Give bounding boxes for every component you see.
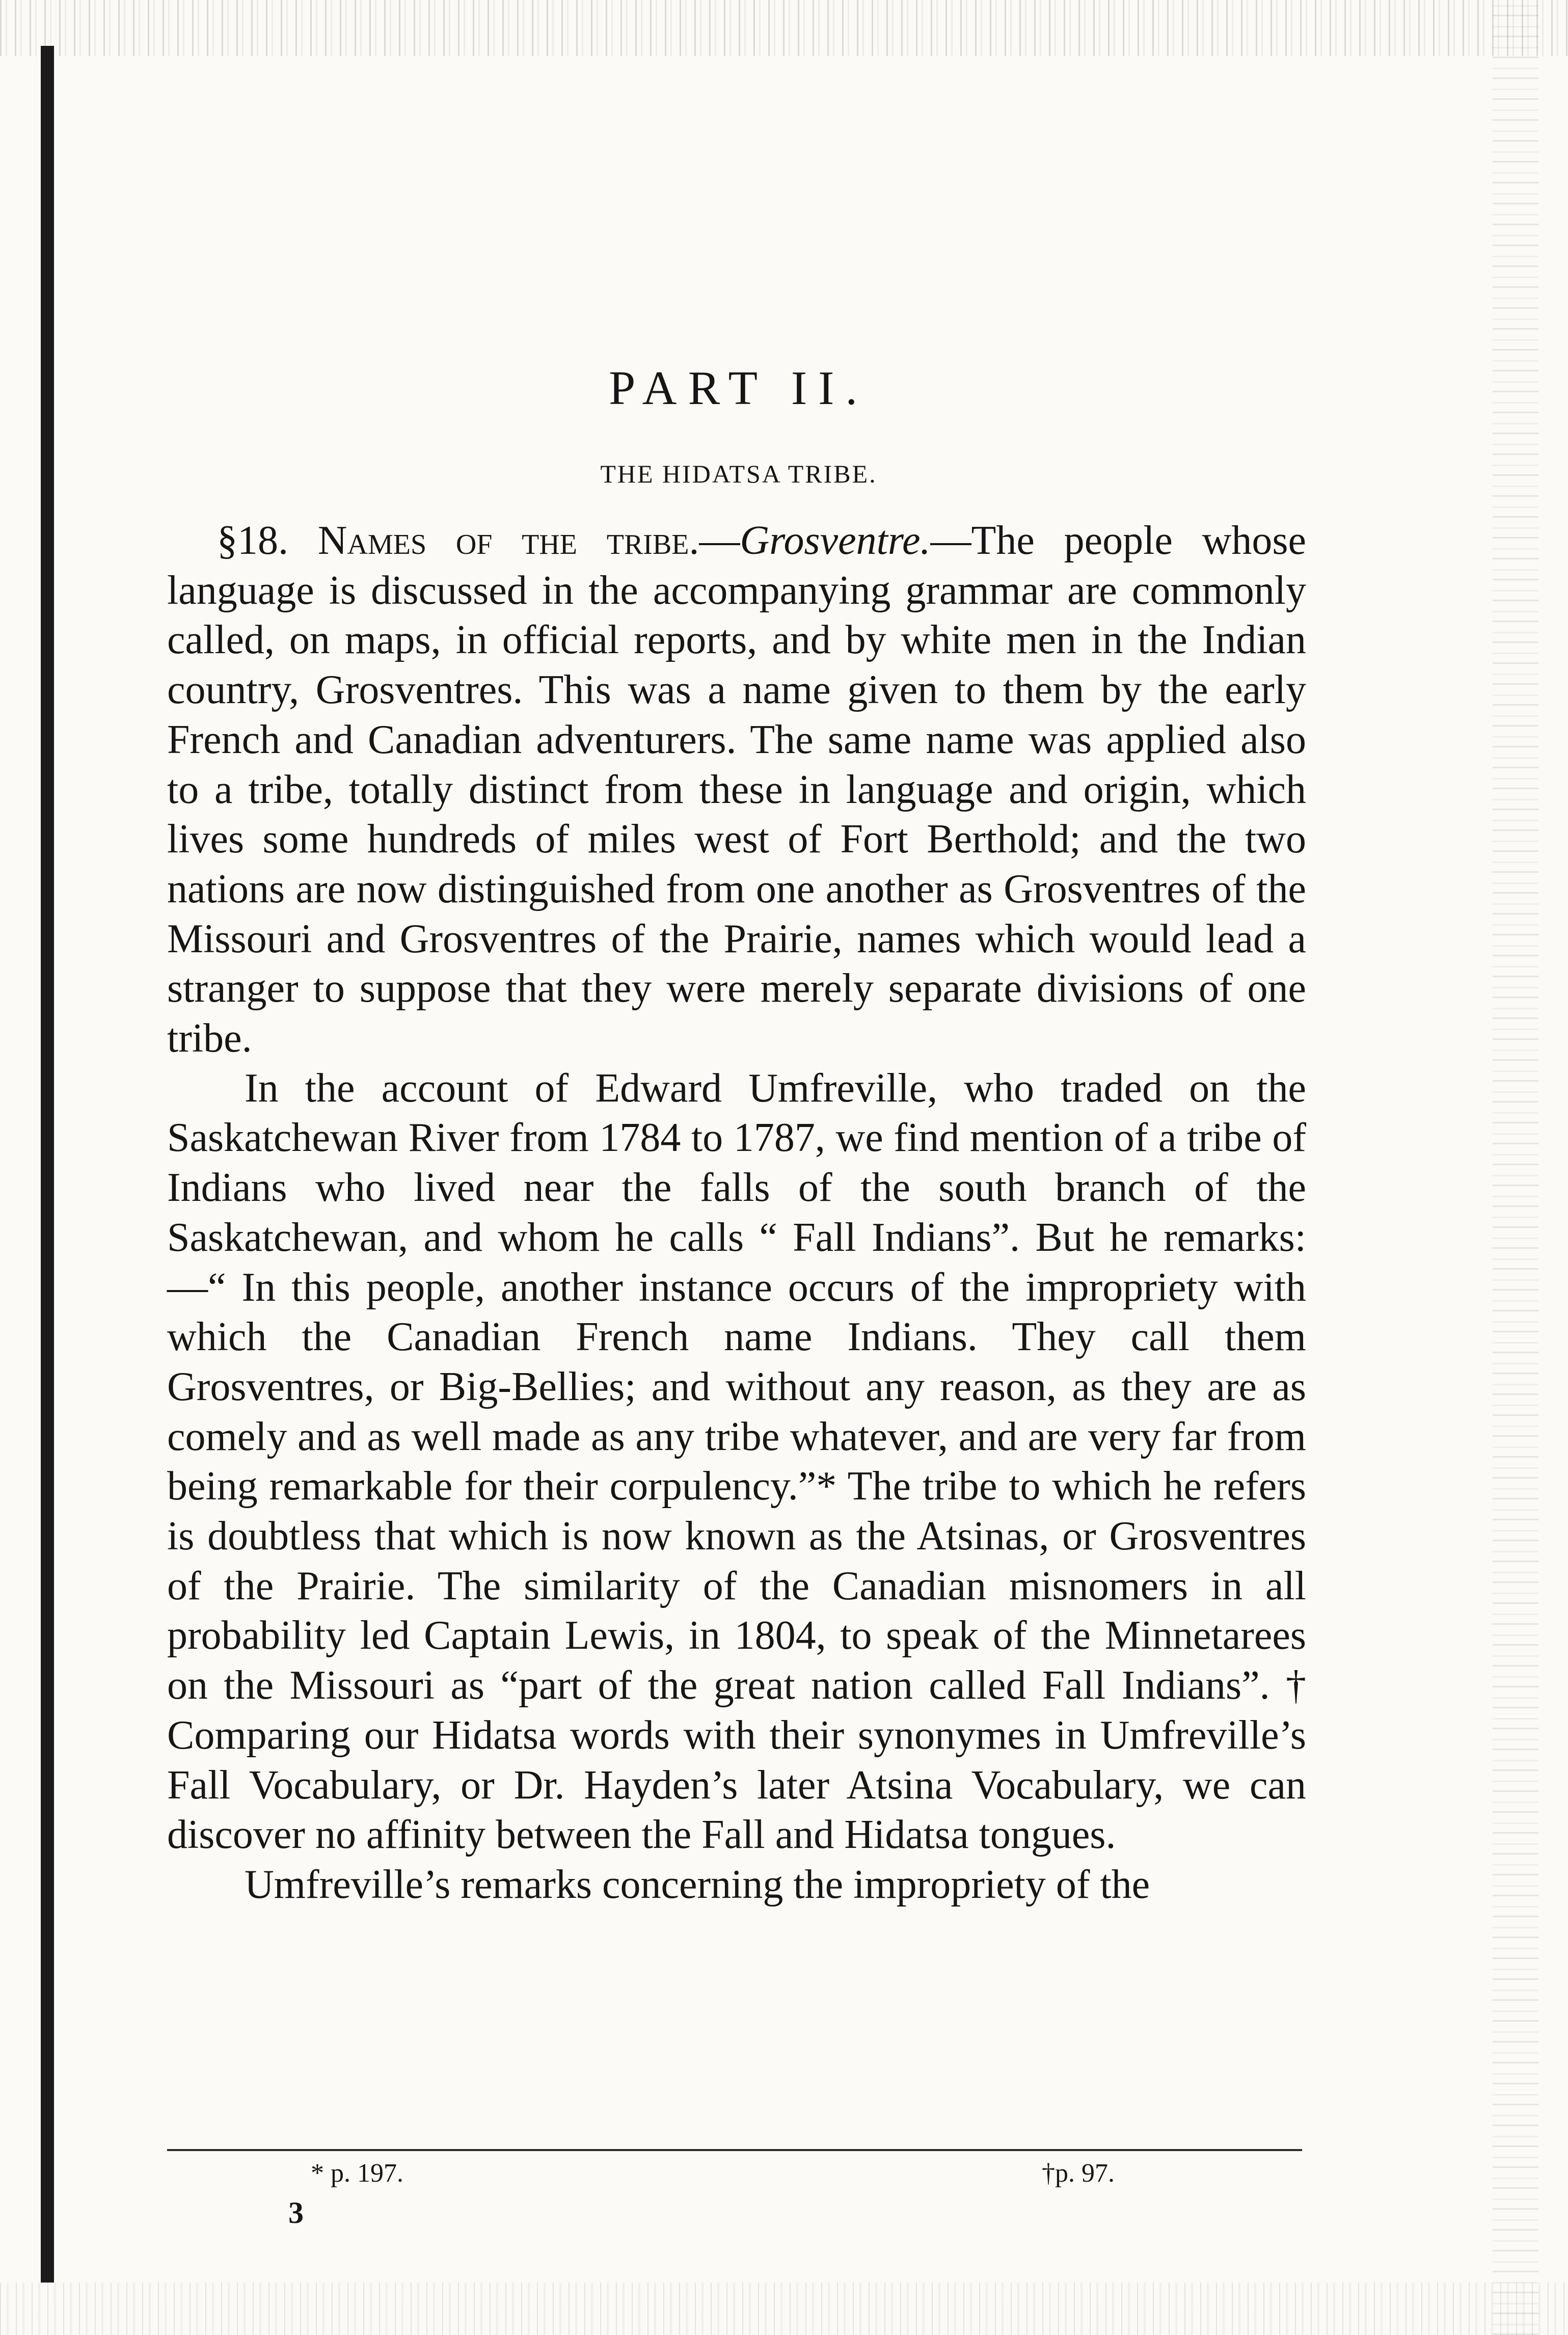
em-dash: —: [930, 518, 971, 563]
paragraph: [167, 1860, 1306, 1910]
part-title: PART II.: [609, 362, 869, 415]
footnote-rule: [167, 2149, 1302, 2151]
em-dash: —: [699, 518, 740, 563]
scan-noise-top: [0, 0, 1568, 56]
paragraph-text: Umfreville’s remarks concerning the impropriety of the: [245, 1862, 1150, 1907]
paragraph-text: In the account of Edward Umfreville, who traded on the Saskatchewan River from 1784 to 1787, we find mention of a tribe of Indians who lived near the falls of the south branch of the Saskatchewan, and whom he calls “ Fall Indians”. But he remarks:—“ In this people, another instance occurs of the impropriety with which the Canadian French name Indians. They call them Grosventres, or Big-Bellies; and without any reason, as they are as comely and as well made as any tribe whatever, and are very far from being remarkable for their corpulency.”* The tribe to which he refers is doubtless that which is now known as the Atsinas, or Grosventres of the Prairie. The similarity of the Canadian misnomers in all probability led Captain Lewis, in 1804, to speak of the Minnetarees on the Missouri as “part of the great nation called Fall Indians”. † Comparing our Hidatsa words with their synonymes in Umfreville’s Fall Vocabulary, or Dr. Hayden’s later Atsina Vocabulary, we can discover no affinity between the Fall and Hidatsa tongues.: [167, 1065, 1306, 1858]
section-number: §18.: [217, 518, 288, 563]
page-number: 3: [288, 2196, 304, 2230]
paragraph: [167, 1064, 1306, 1860]
scan-noise-bottom: [0, 2283, 1568, 2335]
body-text: [167, 516, 1306, 1910]
section-title: Names of the tribe.: [317, 518, 699, 563]
footnote: †p. 97.: [1042, 2159, 1115, 2188]
scan-noise-right: [1493, 0, 1538, 2335]
paragraph: [167, 516, 1306, 1064]
chapter-heading: THE HIDATSA TRIBE.: [600, 460, 877, 488]
italic-term: Grosventre.: [740, 518, 931, 563]
footnote: * p. 197.: [311, 2159, 403, 2188]
paragraph-text: The people whose language is discussed in the accompanying grammar are commonly called, on maps, in official reports, and by white men in the Indian country, Grosventres. This was a name given to them by the early French and Canadian adventurers. The same name was applied also to a tribe, totally distinct from these in language and origin, which lives some hundreds of miles west of Fort Berthold; and the two nations are now distinguished from one another as Grosventres of the Missouri and Grosventres of the Prairie, names which would lead a stranger to suppose that they were merely separate divisions of one tribe.: [167, 518, 1306, 1061]
